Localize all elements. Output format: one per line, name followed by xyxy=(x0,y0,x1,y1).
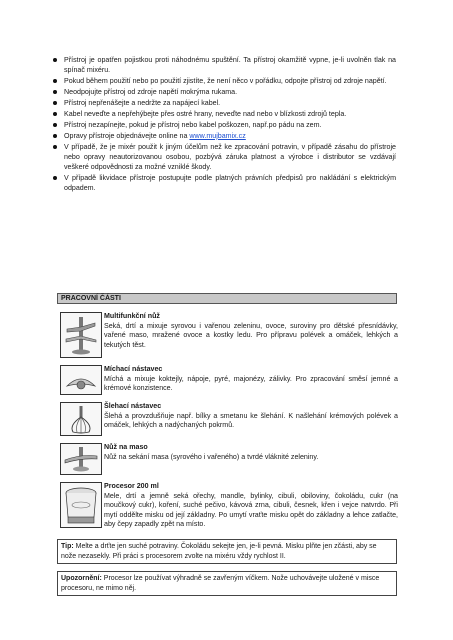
bullet-text: Opravy přístroje objednávejte online na xyxy=(64,131,190,140)
mixing-attachment-icon xyxy=(60,365,102,395)
bullet-text: Přístroj nepřenášejte a nedržte za napájecí kabel. xyxy=(64,98,221,107)
website-link[interactable]: www.mujbamix.cz xyxy=(189,131,246,140)
warning-box xyxy=(57,571,397,596)
bullet-text: Přístroj je opatřen pojistkou proti náhodnému spuštění. Ta přístroj okamžitě vypne, je-li uvolněn tlak na spínač mixéru. xyxy=(64,56,396,75)
part-processor-200ml xyxy=(60,482,398,540)
part-text: Mele, drtí a jemně seká ořechy, mandle, bylinky, cibuli, obiloviny, čokoládu, cukr (na moučkový cukr), koření, suché pečivo, kávová zrna, cibuli, česnek, křen i vejce natvrdo. Při mytí oddělte misku od její základny. Po umytí vraťte misku opět do základny a lehce zatlačte, aby čepy zapadly zpět na místo. xyxy=(104,491,398,529)
part-text: Seká, drtí a mixuje syrovou i vařenou zeleninu, ovoce, suroviny pro dětské přesnídávky, vařené maso, mražené ovoce a kostky ledu. Pro přípravu polévek a omáček, lehkých a tekutých těst. xyxy=(104,321,398,349)
bullet-text: V případě likvidace přístroje postupujte podle platných právních předpisů pro nakládání s elektrickým odpadem. xyxy=(64,174,396,193)
tip-label: Tip: xyxy=(61,543,74,550)
bullet-icon xyxy=(53,79,57,83)
list-item xyxy=(64,55,396,76)
warning-label: Upozornění: xyxy=(61,575,102,582)
part-title: Šlehací nástavec xyxy=(104,402,162,410)
bullet-icon xyxy=(53,134,57,138)
bullet-icon xyxy=(53,145,57,149)
multifunction-knife-icon xyxy=(60,312,102,358)
section-heading: PRACOVNÍ ČÁSTI xyxy=(57,293,397,304)
list-item xyxy=(64,109,396,119)
tip-text: Melte a drťte jen suché potraviny. Čokoládu sekejte jen, je-li pevná. Misku plňte jen zčásti, aby se nože nezasekly. Při práci s procesorem zvolte na mixéru vždy rychlost II. xyxy=(61,543,377,560)
part-description xyxy=(104,365,398,394)
part-description xyxy=(104,312,398,350)
part-title: Nůž na maso xyxy=(104,443,148,451)
bullet-icon xyxy=(53,58,57,62)
part-multifunction-knife xyxy=(60,312,398,372)
part-title: Procesor 200 ml xyxy=(104,482,159,490)
list-item xyxy=(64,120,396,130)
part-text: Nůž na sekání masa (syrového i vařeného) a tvrdé vláknité zeleniny. xyxy=(104,452,319,461)
processor-bowl-icon xyxy=(60,482,102,528)
list-item xyxy=(64,98,396,108)
bullet-icon xyxy=(53,101,57,105)
safety-bullet-list xyxy=(64,55,396,194)
part-text: Míchá a mixuje koktejly, nápoje, pyré, majonézy, zálivky. Pro zpracování směsí jemné a krémové konzistence. xyxy=(104,374,398,393)
list-item xyxy=(64,142,396,173)
bullet-icon xyxy=(53,123,57,127)
bullet-text: V případě, že je mixér použit k jiným účelům než ke zpracování potravin, v případě zásahu do přístroje nebo opravy neautorizovanou osobou, pozbývá záruka platnost a výrobce i distributor se vzdávají veškeré odpovědnosti za možné vzniklé škody. xyxy=(64,142,396,172)
list-item xyxy=(64,173,396,194)
bullet-text: Neodpojujte přístroj od zdroje napětí mokrýma rukama. xyxy=(64,88,238,97)
bullet-icon xyxy=(53,176,57,180)
part-text: Šlehá a provzdušňuje např. bílky a smetanu ke šlehání. K našlehání krémových polévek a omáček, lehkých a nadýchaných pokrmů. xyxy=(104,411,398,430)
bullet-icon xyxy=(53,90,57,94)
whisk-icon xyxy=(60,402,102,436)
bullet-text: Kabel neveďte a nepřehýbejte přes ostré hrany, neveďte nad nebo v blízkosti zdrojů tepla. xyxy=(64,109,347,118)
part-description xyxy=(104,402,398,431)
part-description xyxy=(104,482,398,530)
bullet-text: Pokud během použití nebo po použití zjistíte, že není něco v pořádku, odpojte přístroj od zdroje napětí. xyxy=(64,77,387,86)
part-mixing-attachment xyxy=(60,365,398,405)
bullet-icon xyxy=(53,112,57,116)
list-item xyxy=(64,76,396,86)
warning-text: Procesor lze používat výhradně se zavřeným víčkem. Nože uchovávejte uložené v misce procesoru, ne mimo něj. xyxy=(61,575,380,592)
part-title: Multifunkční nůž xyxy=(104,312,160,320)
list-item xyxy=(64,131,396,141)
part-title: Míchací nástavec xyxy=(104,365,163,373)
list-item xyxy=(64,87,396,97)
bullet-text: Přístroj nezapínejte, pokud je přístroj nebo kabel poškozen, např.po pádu na zem. xyxy=(64,120,322,129)
tip-box xyxy=(57,539,397,564)
